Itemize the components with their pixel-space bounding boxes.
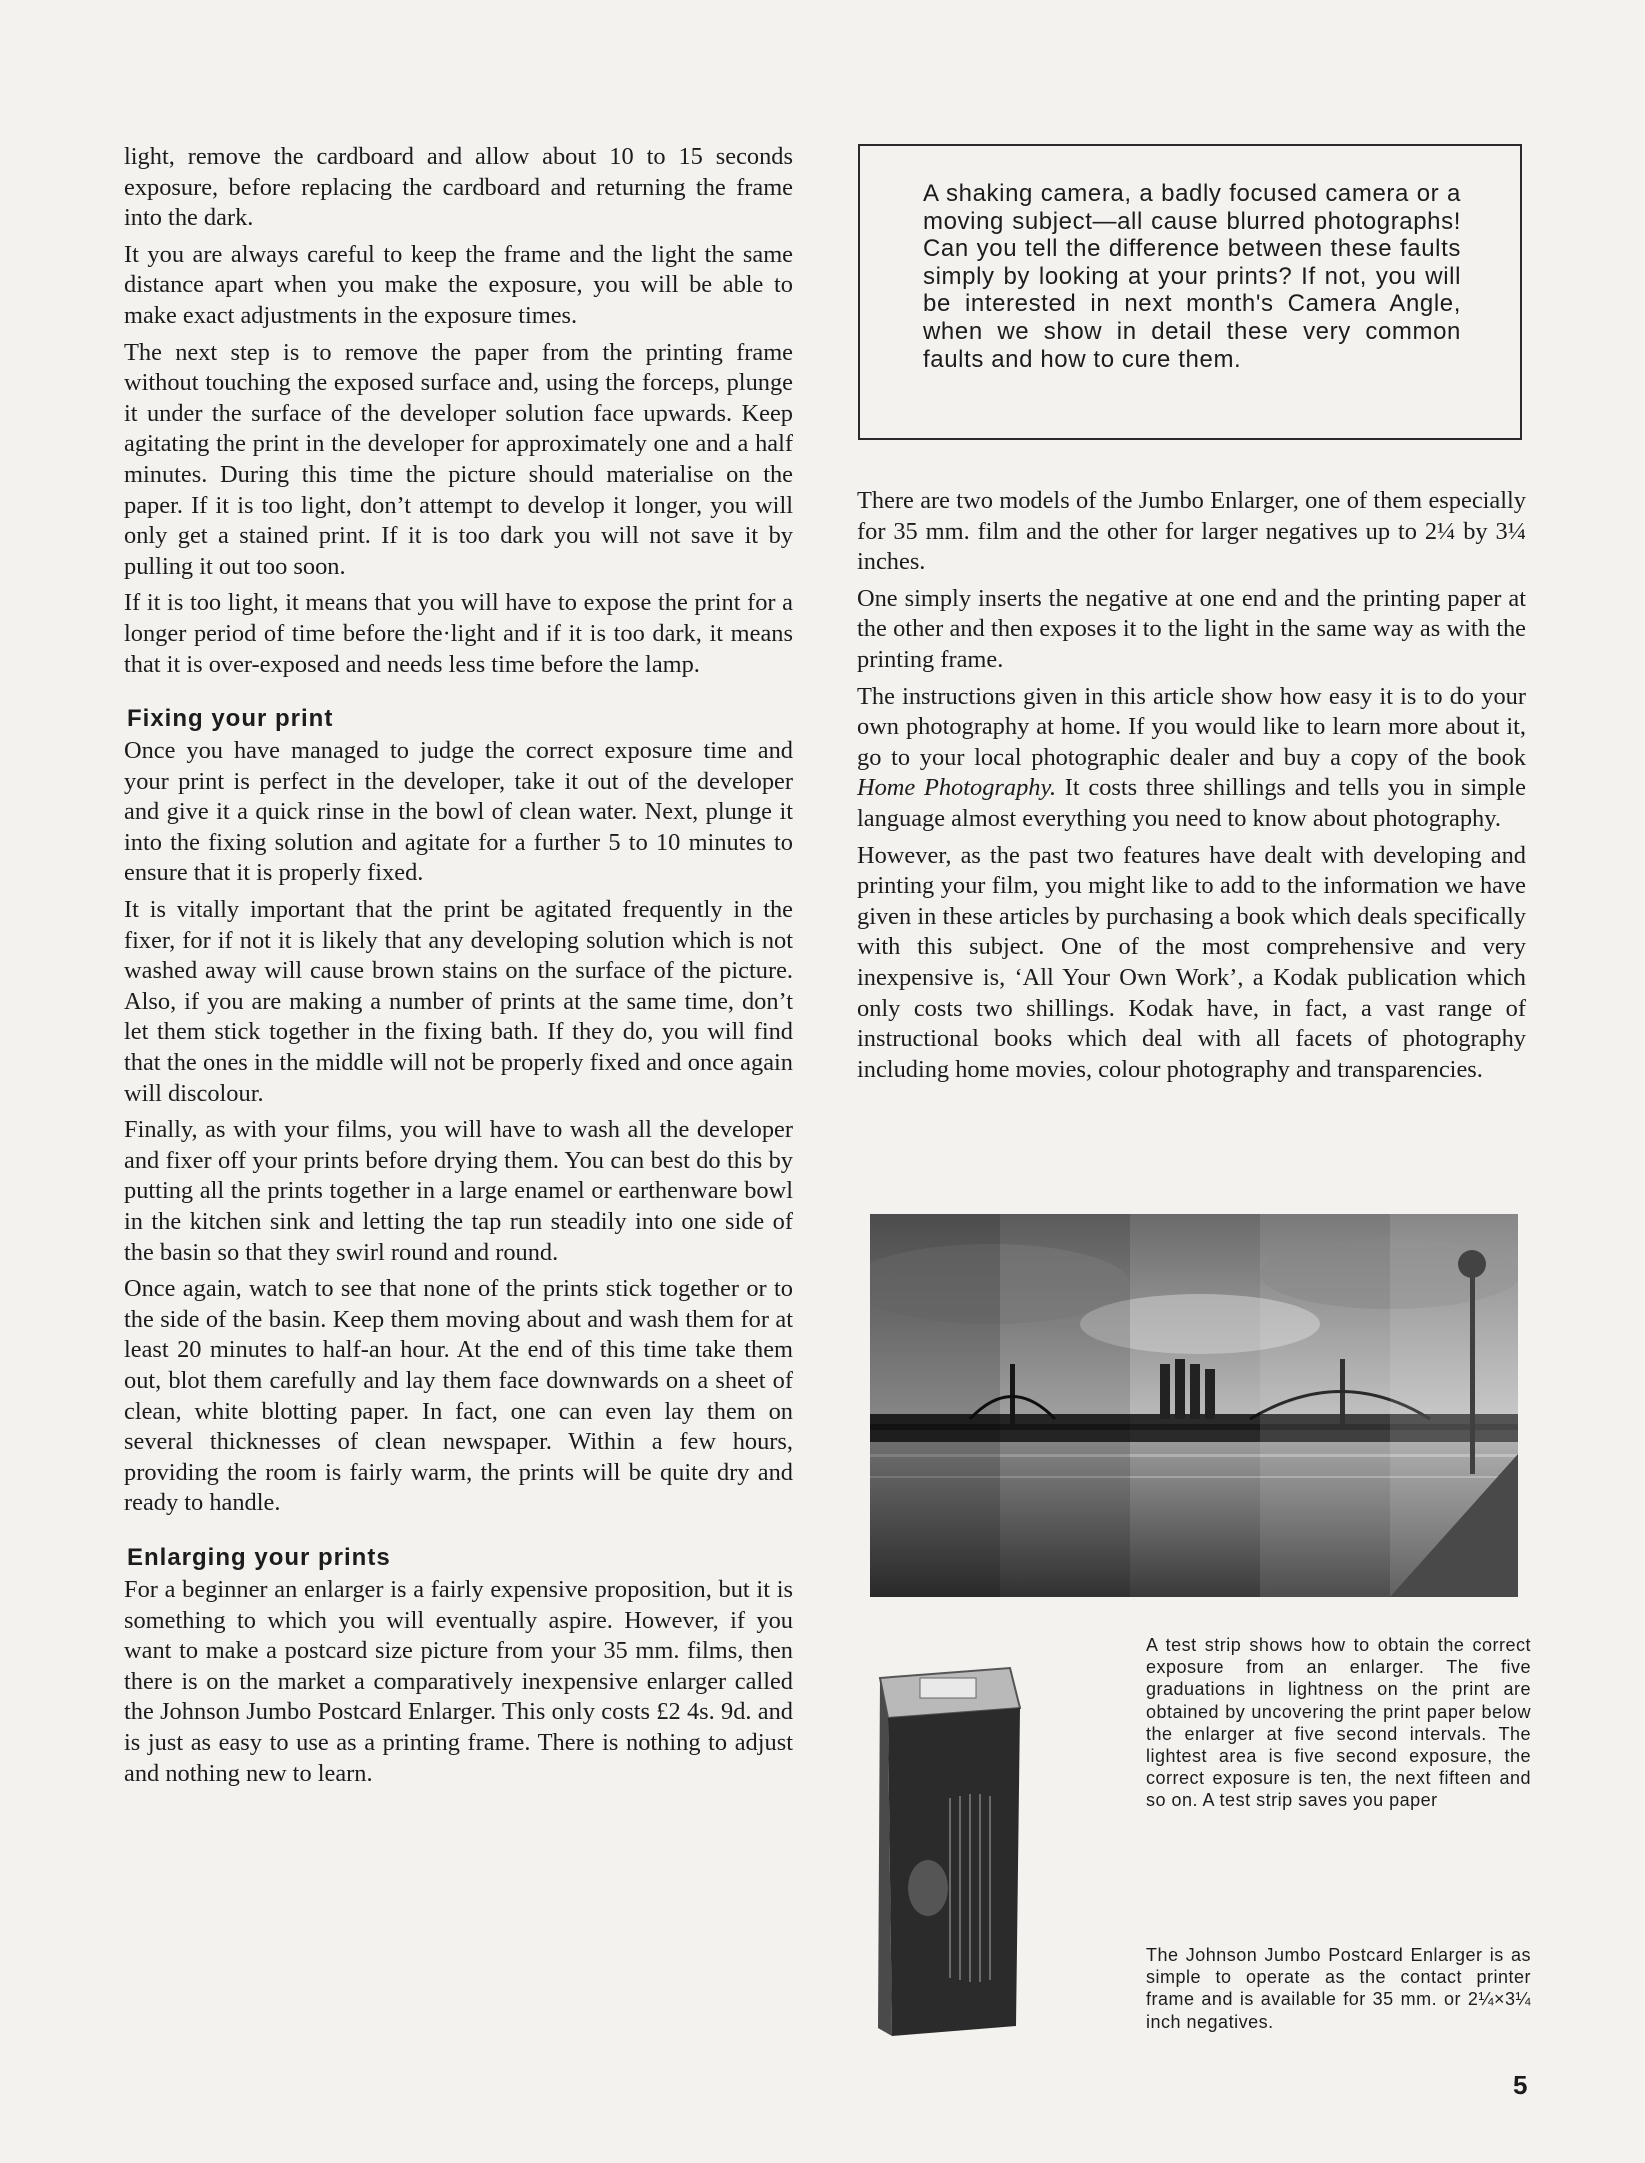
paragraph: The next step is to remove the paper from the printing frame without touching the exposed surface and, using the forceps, plunge it under the surface of the developer solution face upwards. Keep agitating the print in the developer for approximately one and a half minutes. During this time the picture should materialise on the paper. If it is too light, don’t attempt to develop it longer, you will only get a stained print. If it is too dark you will not save it by pulling it out too soon.: [124, 338, 793, 580]
callout-box: [858, 144, 1522, 440]
section-heading-enlarging: Enlarging your prints: [127, 1543, 391, 1571]
right-column: [857, 486, 1526, 1091]
test-strip-caption: A test strip shows how to obtain the correct exposure from an enlarger. The five graduations in lightness on the print are obtained by uncovering the print paper below the enlarger at five second intervals. The lightest area is five second exposure, the correct exposure is ten, the next fifteen and so on. A test strip saves you paper: [1146, 1635, 1531, 1811]
paragraph: Finally, as with your films, you will have to wash all the developer and fixer off your prints before drying them. You can best do this by putting all the prints together in a large enamel or earthenware bowl in the kitchen sink and letting the tap run steadily into one side of the basin so that they swirl round and round.: [124, 1116, 793, 1266]
paragraph: There are two models of the Jumbo Enlarger, one of them especially for 35 mm. film and the other for larger negatives up to 2¼ by 3¼ inches.: [857, 487, 1526, 576]
paragraph: It you are always careful to keep the frame and the light the same distance apart when you make the exposure, you will be able to make exact adjustments in the exposure times.: [124, 240, 793, 329]
paragraph: If it is too light, it means that you will have to expose the print for a longer period of time before the·light and if it is too dark, it means that it is over-exposed and needs less time before the lamp.: [124, 589, 793, 678]
section-heading-fixing: Fixing your print: [127, 705, 334, 733]
book-title: Home Photography.: [857, 774, 1057, 802]
paragraph: However, as the past two features have dealt with developing and printing your film, you might like to add to the information we have given in these articles by purchasing a book which deals specifically with this subject. One of the most comprehensive and very inexpensive is, ‘All Your Own Work’, a Kodak publication which only costs two shillings. Kodak have, in fact, a vast range of instructional books which deal with all facets of photography including home movies, colour photography and transparencies.: [857, 841, 1526, 1083]
enlarger-photo: [870, 1648, 1022, 2038]
enlarger-image: [870, 1648, 1022, 2038]
left-column: [124, 142, 793, 1795]
river-bridge-image: [870, 1214, 1518, 1597]
page-number: 5: [1513, 2070, 1528, 2100]
test-strip-photo: [870, 1214, 1518, 1597]
paragraph-text: It costs three shillings and tells you in simple language almost everything you need to know about photography.: [857, 774, 1526, 832]
paragraph: It is vitally important that the print be agitated frequently in the fixer, for if not it is likely that any developing solution which is not washed away will cause brown stains on the surface of the picture. Also, if you are making a number of prints at the same time, don’t let them stick together in the fixing bath. If they do, you will find that the ones in the middle will not be properly fixed and once again will discolour.: [124, 896, 793, 1107]
paragraph: One simply inserts the negative at one end and the printing paper at the other and then exposes it to the light in the same way as with the printing frame.: [857, 584, 1526, 673]
paragraph: Once again, watch to see that none of the prints stick together or to the side of the basin. Keep them moving about and wash them for at least 20 minutes to half-an hour. At the end of this time take them out, blot them carefully and lay them face downwards on a sheet of clean, white blotting paper. In fact, one can even lay them on several thicknesses of clean newspaper. Within a few hours, providing the room is fairly warm, the prints will be quite dry and ready to handle.: [124, 1275, 793, 1517]
paragraph: light, remove the cardboard and allow about 10 to 15 seconds exposure, before replacing the cardboard and returning the frame into the dark.: [124, 143, 793, 232]
enlarger-caption: The Johnson Jumbo Postcard Enlarger is as simple to operate as the contact printer frame and is available for 35 mm. or 2¼×3¼ inch negatives.: [1146, 1945, 1531, 2032]
paragraph: Once you have managed to judge the correct exposure time and your print is perfect in the developer, take it out of the developer and give it a quick rinse in the bowl of clean water. Next, plunge it into the fixing solution and agitate for a further 5 to 10 minutes to ensure that it is properly fixed.: [124, 737, 793, 887]
callout-text: A shaking camera, a badly focused camera or a moving subject—all cause blurred photographs! Can you tell the difference between these faults simply by looking at your prints? If not, you will be interested in next month's Camera Angle, when we show in detail these very common faults and how to cure them.: [923, 180, 1461, 373]
paragraph-text: The instructions given in this article show how easy it is to do your own photography at home. If you would like to learn more about it, go to your local photographic dealer and buy a copy of the book: [857, 682, 1526, 771]
paragraph: For a beginner an enlarger is a fairly expensive proposition, but it is something to which you will eventually aspire. However, if you want to make a postcard size picture from your 35 mm. films, then there is on the market a comparatively inexpensive enlarger called the Johnson Jumbo Postcard Enlarger. This only costs £2 4s. 9d. and is just as easy to use as a printing frame. There is nothing to adjust and nothing new to learn.: [124, 1575, 793, 1787]
paragraph: [857, 682, 1526, 835]
